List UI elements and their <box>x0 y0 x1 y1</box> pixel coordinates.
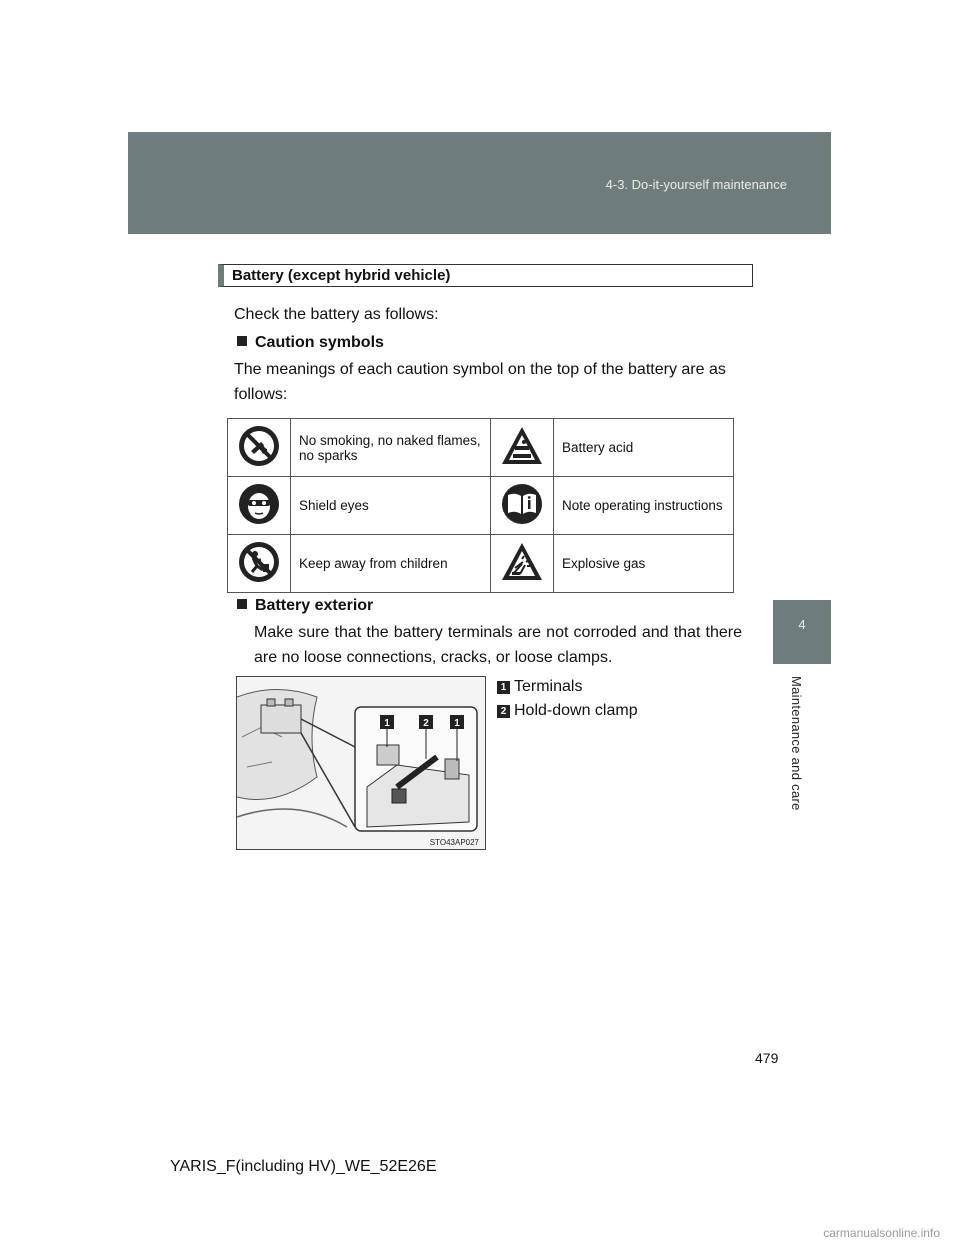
battery-illustration <box>237 677 485 849</box>
table-row <box>228 535 734 593</box>
footer-text: YARIS_F(including HV)_WE_52E26E <box>170 1158 437 1175</box>
legend-item <box>497 678 582 696</box>
battery-figure <box>236 676 486 850</box>
caution-heading <box>237 334 384 352</box>
symbol-label: Note operating instructions <box>554 477 734 535</box>
caution-text: The meanings of each caution symbol on the top of the battery are as follows: <box>234 361 726 403</box>
symbol-cell <box>228 477 291 535</box>
symbol-cell <box>491 419 554 477</box>
symbol-label: Keep away from children <box>291 535 491 593</box>
exterior-heading-text: Battery exterior <box>255 597 374 614</box>
keep-away-children-icon <box>237 540 281 584</box>
shield-eyes-icon <box>237 482 281 526</box>
bullet-square-icon <box>237 336 247 346</box>
section-heading: 4-3. Do-it-yourself maintenance <box>605 177 787 192</box>
symbol-cell <box>491 477 554 535</box>
operating-instructions-icon <box>500 482 544 526</box>
section-title: Battery (except hybrid vehicle) <box>218 264 753 287</box>
caution-heading-text: Caution symbols <box>255 334 384 351</box>
legend-label: Hold-down clamp <box>514 702 638 719</box>
exterior-text: Make sure that the battery terminals are not corroded and that there are no loose connections, cracks, or loose clamps. <box>254 624 742 666</box>
chapter-number: 4 <box>798 617 806 632</box>
symbol-label: Battery acid <box>554 419 734 477</box>
watermark: carmanualsonline.info <box>823 1226 940 1240</box>
callout-label: 1 <box>384 718 390 729</box>
header-band <box>128 132 831 234</box>
symbol-label: No smoking, no naked flames, no sparks <box>291 419 491 477</box>
battery-acid-icon <box>500 424 544 468</box>
callout-label: 2 <box>423 718 429 729</box>
symbol-label: Explosive gas <box>554 535 734 593</box>
no-smoking-icon <box>237 424 281 468</box>
caution-symbols-table <box>227 418 734 593</box>
chapter-tab <box>773 600 831 664</box>
figure-code: STO43AP027 <box>429 838 479 847</box>
table-row <box>228 419 734 477</box>
symbol-label: Shield eyes <box>291 477 491 535</box>
legend-label: Terminals <box>514 678 583 695</box>
symbol-cell <box>491 535 554 593</box>
legend-item <box>497 702 638 720</box>
legend-number: 2 <box>497 705 510 718</box>
intro-text: Check the battery as follows: <box>234 306 439 323</box>
table-row <box>228 477 734 535</box>
chapter-label: Maintenance and care <box>789 676 804 811</box>
symbol-cell <box>228 419 291 477</box>
bullet-square-icon <box>237 599 247 609</box>
page-number: 479 <box>755 1050 779 1066</box>
explosive-gas-icon <box>500 540 544 584</box>
callout-label: 1 <box>454 718 460 729</box>
legend-number: 1 <box>497 681 510 694</box>
exterior-heading <box>237 597 373 615</box>
symbol-cell <box>228 535 291 593</box>
